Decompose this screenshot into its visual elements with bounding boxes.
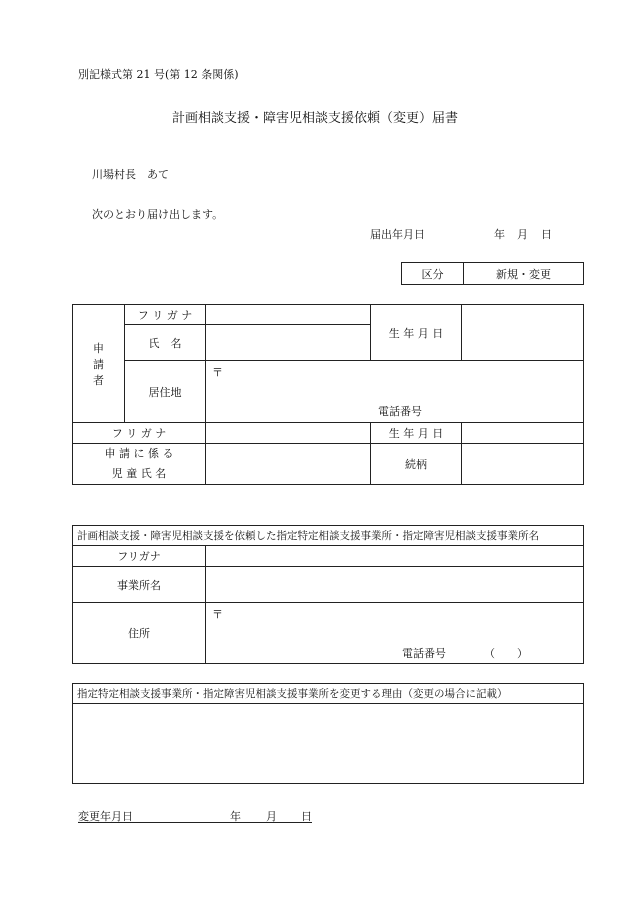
- applicant-address-label: 居住地: [125, 361, 206, 423]
- child-name-field[interactable]: [206, 444, 371, 485]
- applicant-furigana-field[interactable]: [206, 305, 371, 325]
- submission-year: 年: [494, 228, 505, 241]
- change-date-label: 変更年月日: [78, 810, 133, 823]
- child-birth-label: 生 年 月 日: [371, 423, 462, 444]
- intro-text: 次のとおり届け出します。: [92, 208, 224, 221]
- child-relation-field[interactable]: [462, 444, 584, 485]
- submission-month: 月: [517, 228, 528, 241]
- category-box: [401, 262, 584, 285]
- reason-table: [72, 683, 584, 784]
- reason-field[interactable]: [73, 704, 584, 784]
- office-phone-label: 電話番号: [402, 647, 446, 660]
- change-year: 年: [230, 810, 241, 823]
- child-relation-label: 続柄: [371, 444, 462, 485]
- category-label: 区分: [402, 263, 464, 285]
- form-number: 別記様式第 21 号(第 12 条関係): [78, 68, 239, 81]
- child-birth-field[interactable]: [462, 423, 584, 444]
- child-furigana-label: フ リ ガ ナ: [73, 423, 206, 444]
- office-name-field[interactable]: [206, 567, 584, 603]
- office-name-label: 事業所名: [73, 567, 206, 603]
- submission-day: 日: [541, 228, 552, 241]
- applicant-address-field[interactable]: [206, 361, 584, 423]
- change-month: 月: [266, 810, 277, 823]
- office-furigana-field[interactable]: [206, 546, 584, 567]
- applicant-phone-label: 電話番号: [378, 405, 422, 418]
- office-address-field[interactable]: [206, 603, 584, 664]
- applicant-section-label: 申 請 者: [73, 305, 125, 423]
- applicant-name-field[interactable]: [206, 325, 371, 361]
- submission-date-label: 届出年月日: [370, 228, 425, 241]
- applicant-furigana-label: フ リ ガ ナ: [125, 305, 206, 325]
- child-furigana-field[interactable]: [206, 423, 371, 444]
- reason-header: 指定特定相談支援事業所・指定障害児相談支援事業所を変更する理由（変更の場合に記載）: [73, 684, 584, 704]
- office-postal-mark: 〒: [212, 608, 223, 621]
- office-address-label: 住所: [73, 603, 206, 664]
- applicant-postal-mark: 〒: [212, 366, 223, 379]
- office-header: 計画相談支援・障害児相談支援を依頼した指定特定相談支援事業所・指定障害児相談支援事業所名: [73, 526, 584, 546]
- applicant-table: [72, 304, 584, 485]
- office-table: [72, 525, 584, 664]
- applicant-birth-label: 生 年 月 日: [371, 305, 462, 361]
- applicant-birth-field[interactable]: [462, 305, 584, 361]
- office-furigana-label: フリガナ: [73, 546, 206, 567]
- child-name-label: 申 請 に 係 る 児 童 氏 名: [73, 444, 206, 485]
- category-value[interactable]: 新規・変更: [464, 263, 584, 285]
- office-phone-paren: （ ）: [484, 647, 528, 660]
- applicant-name-label: 氏 名: [125, 325, 206, 361]
- form-title: 計画相談支援・障害児相談支援依頼（変更）届書: [171, 111, 458, 126]
- addressee: 川場村長 あて: [92, 168, 169, 181]
- change-day: 日: [301, 810, 312, 823]
